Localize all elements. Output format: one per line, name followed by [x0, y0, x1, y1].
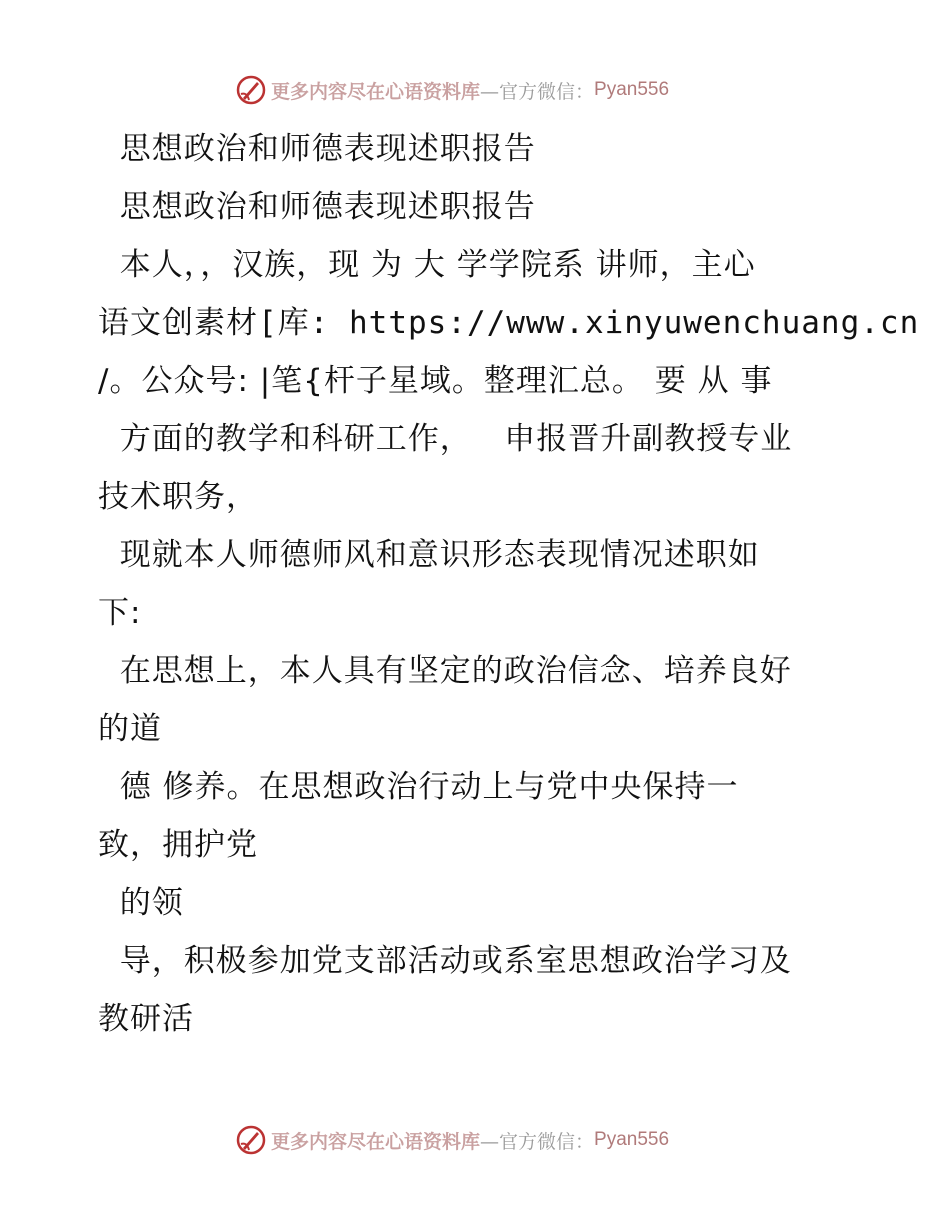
doc-line-url: 语文创素材[库: https://www.xinyuwenchuang.cn — [98, 305, 920, 341]
doc-line: /。公众号: |笔{杆子星域。整理汇总。 要 从 事 — [98, 363, 773, 399]
header-banner[interactable] — [235, 72, 669, 108]
header-banner-dash: —官方微信： — [480, 80, 595, 103]
doc-line: 方面的教学和科研工作， 申报晋升副教授专业 — [98, 421, 793, 457]
document-body — [98, 120, 920, 1048]
footer-banner-text: 更多内容尽在心语资料库 — [271, 1130, 481, 1153]
doc-line: 导，积极参加党支部活动或系室思想政治学习及 — [98, 943, 792, 979]
doc-line: 在思想上，本人具有坚定的政治信念、培养良好 — [98, 653, 792, 689]
doc-subtitle: 思想政治和师德表现述职报告 — [98, 189, 536, 225]
doc-line: 本人，，汉族，现 为 大 学学院系 讲师，主心 — [98, 247, 756, 283]
doc-line: 德 修养。在思想政治行动上与党中央保持一 — [98, 769, 739, 805]
quill-logo-icon — [235, 1124, 267, 1156]
doc-line: 教研活 — [98, 1001, 194, 1037]
footer-banner-id: Pyan556 — [594, 1129, 670, 1150]
quill-logo-icon — [235, 74, 267, 106]
doc-line: 的领 — [98, 885, 184, 921]
header-banner-text: 更多内容尽在心语资料库 — [271, 80, 481, 103]
footer-banner-dash: —官方微信： — [480, 1130, 595, 1153]
doc-line: 技术职务， — [98, 479, 258, 515]
doc-line: 致，拥护党 — [98, 827, 258, 863]
doc-line: 现就本人师德师风和意识形态表现情况述职如 — [98, 537, 760, 573]
doc-title: 思想政治和师德表现述职报告 — [98, 131, 536, 167]
doc-line: 下: — [98, 595, 142, 631]
header-banner-id: Pyan556 — [594, 79, 670, 100]
doc-line: 的道 — [98, 711, 162, 747]
footer-banner[interactable] — [235, 1122, 669, 1158]
